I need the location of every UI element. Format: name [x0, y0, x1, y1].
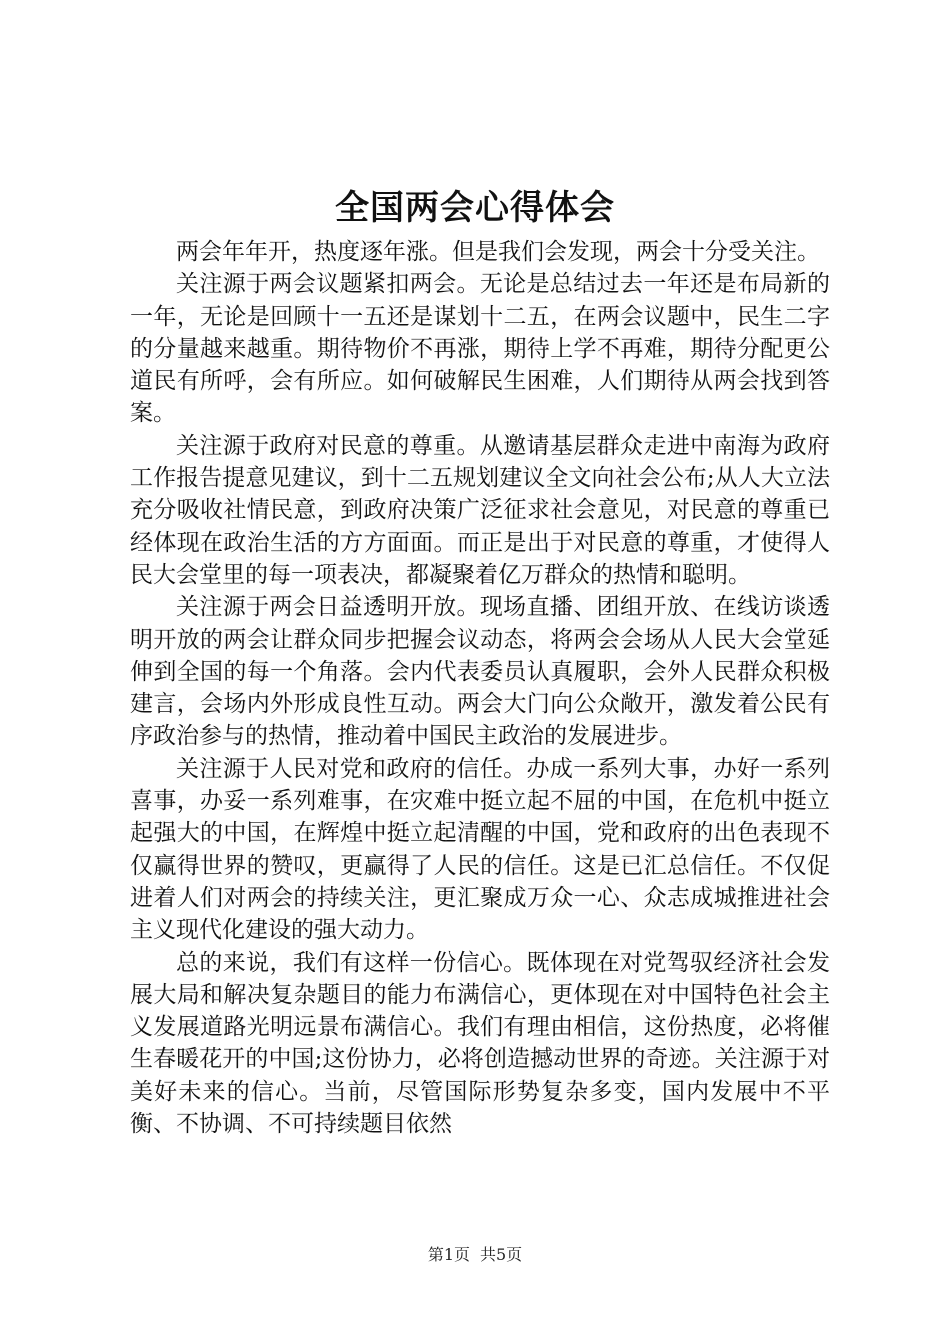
paragraph: 两会年年开，热度逐年涨。但是我们会发现，两会十分受关注。 — [176, 239, 820, 265]
paragraph: 关注源于人民对党和政府的信任。办成一系列大事，办好一系列喜事，办妥一系列难事，在灾难中挺立起不屈的中国，在危机中挺立起强大的中国，在辉煌中挺立起清醒的中国，党和政府的出色表现不仅赢得世界的赞叹，更赢得了人民的信任。这是已汇总信任。不仅促进着人们对两会的持续关注，更汇聚成万众一心、众志成城推进社会主义现代化建设的强大动力。 — [130, 755, 830, 944]
paragraph: 关注源于两会日益透明开放。现场直播、团组开放、在线访谈透明开放的两会让群众同步把握会议动态，将两会会场从人民大会堂延伸到全国的每一个角落。会内代表委员认真履职，会外人民群众积极建言，会场内外形成良性互动。两会大门向公众敞开，激发着公民有序政治参与的热情，推动着中国民主政治的发展进步。 — [130, 594, 830, 750]
page-number-current: 第1页 — [427, 1245, 470, 1264]
page-footer — [0, 1244, 950, 1266]
document-title: 全国两会心得体会 — [335, 188, 615, 228]
document-body — [130, 236, 830, 1140]
paragraph: 总的来说，我们有这样一份信心。既体现在对党驾驭经济社会发展大局和解决复杂题目的能力布满信心，更体现在对中国特色社会主义发展道路光明远景布满信心。我们有理由相信，这份热度，必将催生春暖花开的中国;这份协力，必将创造撼动世界的奇迹。关注源于对美好未来的信心。当前，尽管国际形势复杂多变，国内发展中不平衡、不协调、不可持续题目依然 — [130, 949, 830, 1138]
paragraph: 关注源于两会议题紧扣两会。无论是总结过去一年还是布局新的一年，无论是回顾十一五还是谋划十二五，在两会议题中，民生二字的分量越来越重。期待物价不再涨，期待上学不再难，期待分配更公道民有所呼，会有所应。如何破解民生困难，人们期待从两会找到答案。 — [130, 271, 830, 427]
paragraph: 关注源于政府对民意的尊重。从邀请基层群众走进中南海为政府工作报告提意见建议，到十二五规划建议全文向社会公布;从人大立法充分吸收社情民意，到政府决策广泛征求社会意见，对民意的尊重已经体现在政治生活的方方面面。而正是出于对民意的尊重，才使得人民大会堂里的每一项表决，都凝聚着亿万群众的热情和聪明。 — [130, 432, 830, 588]
page-number-total: 共5页 — [480, 1245, 523, 1264]
